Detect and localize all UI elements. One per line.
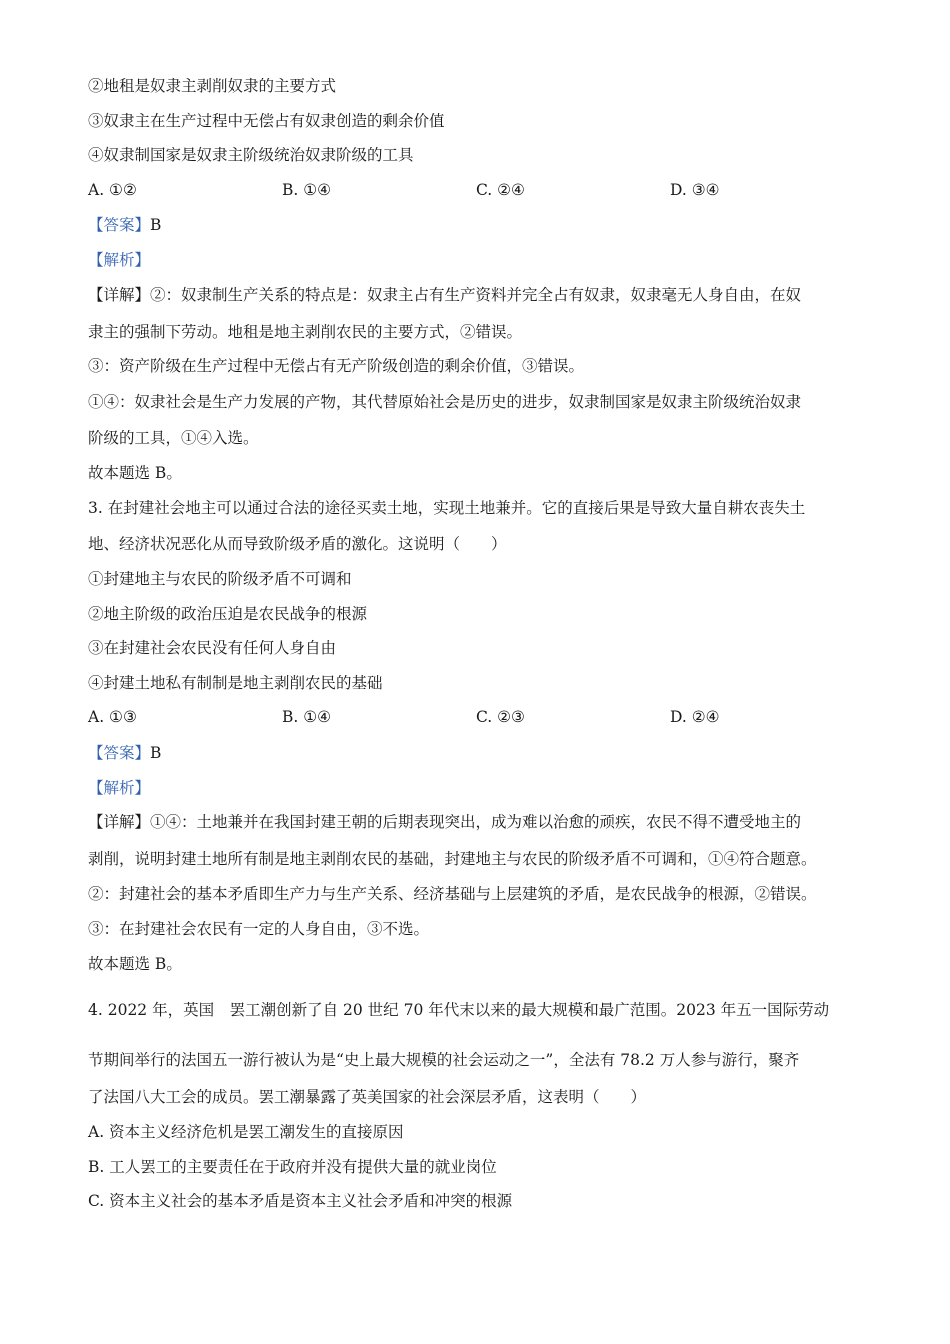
q4-option-b: B. 工人罢工的主要责任在于政府并没有提供大量的就业岗位 <box>88 1158 497 1176</box>
q4-option-c: C. 资本主义社会的基本矛盾是资本主义社会矛盾和冲突的根源 <box>88 1192 513 1210</box>
q3-detail-line: 剥削，说明封建土地所有制是地主剥削农民的基础，封建地主与农民的阶级矛盾不可调和，①④符合题意。 <box>88 850 817 868</box>
option-b: B. ①④ <box>282 181 332 199</box>
detail-text: ②：奴隶制生产关系的特点是：奴隶主占有生产资料并完全占有奴隶，奴隶毫无人身自由，在奴 <box>150 286 802 304</box>
q3-statement-1: ①封建地主与农民的阶级矛盾不可调和 <box>88 570 352 588</box>
q3-detail-line: ③：在封建社会农民有一定的人身自由，③不选。 <box>88 920 430 938</box>
option-a: A. ①② <box>88 181 137 199</box>
detail-tag: 【详解】 <box>88 286 151 304</box>
q3-stem: 3. 在封建社会地主可以通过合法的途径买卖土地，实现土地兼并。它的直接后果是导致大量自耕农丧失土 <box>88 499 806 517</box>
option-c: C. ②④ <box>476 181 525 199</box>
q3-option-b: B. ①④ <box>282 708 332 726</box>
answer-line <box>88 215 161 235</box>
statement-4: ④奴隶制国家是奴隶主阶级统治奴隶阶级的工具 <box>88 146 414 164</box>
answer-tag: 【答案】 <box>88 744 151 762</box>
statement-3: ③奴隶主在生产过程中无偿占有奴隶创造的剩余价值 <box>88 112 445 130</box>
q3-conclusion: 故本题选 B。 <box>88 955 182 973</box>
q3-option-a: A. ①③ <box>88 708 137 726</box>
q3-option-d: D. ②④ <box>670 708 720 726</box>
detail-line: 隶主的强制下劳动。地租是地主剥削农民的主要方式，②错误。 <box>88 323 523 341</box>
q4-stem: 了法国八大工会的成员。罢工潮暴露了英美国家的社会深层矛盾，这表明（ ） <box>88 1088 647 1106</box>
q3-statement-2: ②地主阶级的政治压迫是农民战争的根源 <box>88 605 368 623</box>
detail-line: ③：资产阶级在生产过程中无偿占有无产阶级创造的剩余价值，③错误。 <box>88 357 585 375</box>
q4-stem: 节期间举行的法国五一游行被认为是“史上最大规模的社会运动之一”，全法有 78.2 万人参与游行，聚齐 <box>88 1051 800 1069</box>
detail-line <box>88 285 801 305</box>
answer-tag: 【答案】 <box>88 216 151 234</box>
answer-value: B <box>150 216 162 234</box>
detail-text: ①④：土地兼并在我国封建王朝的后期表现突出，成为难以治愈的顽疾，农民不得不遭受地主的 <box>150 813 802 831</box>
q3-stem: 地、经济状况恶化从而导致阶级矛盾的激化。这说明（ ） <box>88 535 507 553</box>
q4-stem: 4. 2022 年，英国 罢工潮创新了自 20 世纪 70 年代末以来的最大规模和最广范围。2023 年五一国际劳动 <box>88 1001 830 1019</box>
q3-detail-line: ②：封建社会的基本矛盾即生产力与生产关系、经济基础与上层建筑的矛盾，是农民战争的根源，②错误。 <box>88 885 817 903</box>
conclusion-line: 故本题选 B。 <box>88 464 182 482</box>
q3-detail-line <box>88 812 801 832</box>
q4-option-a: A. 资本主义经济危机是罢工潮发生的直接原因 <box>88 1123 404 1141</box>
q3-analysis-tag: 【解析】 <box>88 779 151 797</box>
detail-line: ①④：奴隶社会是生产力发展的产物，其代替原始社会是历史的进步，奴隶制国家是奴隶主阶级统治奴隶 <box>88 393 802 411</box>
analysis-tag: 【解析】 <box>88 251 151 269</box>
detail-tag: 【详解】 <box>88 813 151 831</box>
answer-value: B <box>150 744 162 762</box>
q3-answer-line <box>88 743 161 763</box>
detail-line: 阶级的工具，①④入选。 <box>88 429 259 447</box>
statement-2: ②地租是奴隶主剥削奴隶的主要方式 <box>88 77 337 95</box>
q3-statement-3: ③在封建社会农民没有任何人身自由 <box>88 639 337 657</box>
option-d: D. ③④ <box>670 181 720 199</box>
q3-option-c: C. ②③ <box>476 708 525 726</box>
q3-statement-4: ④封建土地私有制制是地主剥削农民的基础 <box>88 674 383 692</box>
